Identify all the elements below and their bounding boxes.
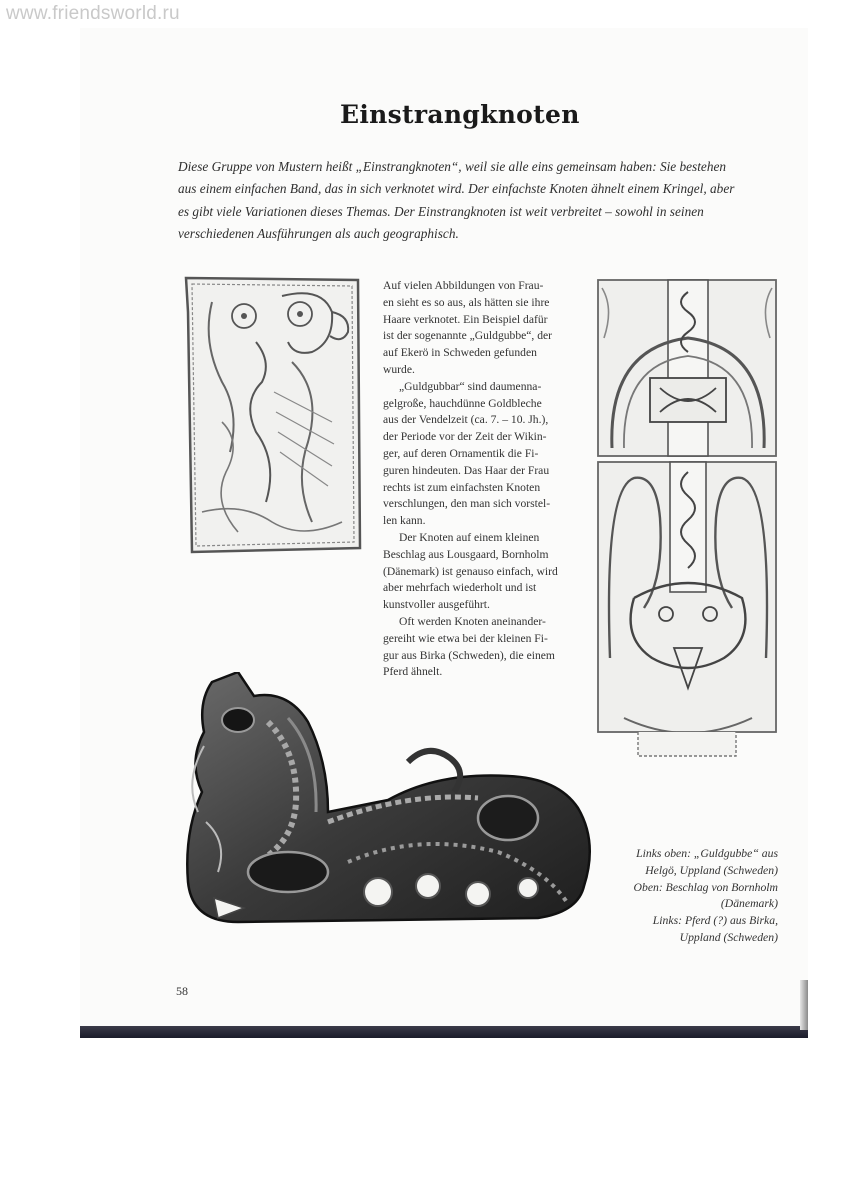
body-line: Haare verknotet. Ein Beispiel dafür (383, 312, 548, 326)
page-title: Einstrangknoten (340, 100, 580, 129)
caption-line: Helgö, Uppland (Schweden) (645, 863, 778, 877)
guldgubbe-figure (182, 272, 364, 556)
body-line: gereiht wie etwa bei der kleinen Fi- (383, 631, 548, 645)
intro-line: aus einem einfachen Band, das in sich verknotet wird. Der einfachste Knoten ähnelt einem Kringel, aber (178, 181, 735, 197)
caption-line: (Dänemark) (720, 897, 778, 911)
caption-line: Uppland (Schweden) (679, 930, 778, 944)
body-line: rechts ist zum einfachsten Knoten (383, 480, 541, 494)
figure-caption (558, 846, 778, 947)
intro-line: es gibt viele Variationen dieses Themas. Der Einstrangknoten ist weit verbreitet – sowohl in seinen (178, 203, 704, 219)
caption-line: Links oben: „Guldgubbe“ aus (636, 847, 778, 860)
body-line: gur aus Birka (Schweden), die einem (383, 648, 555, 662)
body-line: auf Ekerö in Schweden gefunden (383, 346, 537, 360)
body-line: Beschlag aus Lousgaard, Bornholm (383, 547, 549, 561)
body-line: guren hindeuten. Das Haar der Frau (383, 463, 550, 477)
body-text (383, 278, 579, 681)
scan-bottom-edge (80, 1026, 808, 1038)
intro-paragraph (178, 156, 780, 246)
body-line: (Dänemark) ist genauso einfach, wird (383, 564, 558, 578)
body-line: „Guldgubbar“ sind daumenna- (399, 379, 542, 393)
body-line: len kann. (383, 514, 426, 528)
body-line: kunstvoller ausgeführt. (383, 598, 490, 612)
birka-horse-figure (178, 672, 604, 938)
body-line: Oft werden Knoten aneinander- (399, 614, 546, 628)
body-line: ist der sogenannte „Guldgubbe“, der (383, 329, 553, 343)
bornholm-fitting-figure (594, 278, 780, 758)
body-line: wurde. (383, 362, 415, 376)
body-line: Pferd ähnelt. (383, 665, 443, 679)
scan-right-edge (800, 980, 808, 1030)
caption-line: Oben: Beschlag von Bornholm (633, 880, 778, 894)
body-line: aber mehrfach wiederholt und ist (383, 581, 537, 595)
body-line: der Periode vor der Zeit der Wikin- (383, 430, 547, 444)
body-line: ger, auf deren Ornamentik die Fi- (383, 446, 539, 460)
intro-line: verschiedenen Ausführungen als auch geographisch. (178, 226, 459, 242)
body-line: Der Knoten auf einem kleinen (399, 530, 540, 544)
caption-line: Links: Pferd (?) aus Birka, (652, 914, 778, 928)
body-line: en sieht es so aus, als hätten sie ihre (383, 295, 550, 309)
page-number: 58 (176, 984, 188, 998)
body-line: aus der Vendelzeit (ca. 7. – 10. Jh.), (383, 413, 549, 427)
body-line: Auf vielen Abbildungen von Frau- (383, 279, 544, 292)
intro-line: Diese Gruppe von Mustern heißt „Einstrangknoten“, weil sie alle eins gemeinsam haben: Sie bestehen (178, 159, 727, 174)
watermark: www.friendsworld.ru (6, 3, 180, 24)
body-line: gelgroße, hauchdünne Goldbleche (383, 396, 542, 410)
body-line: verschlungen, den man sich vorstel- (383, 497, 551, 511)
